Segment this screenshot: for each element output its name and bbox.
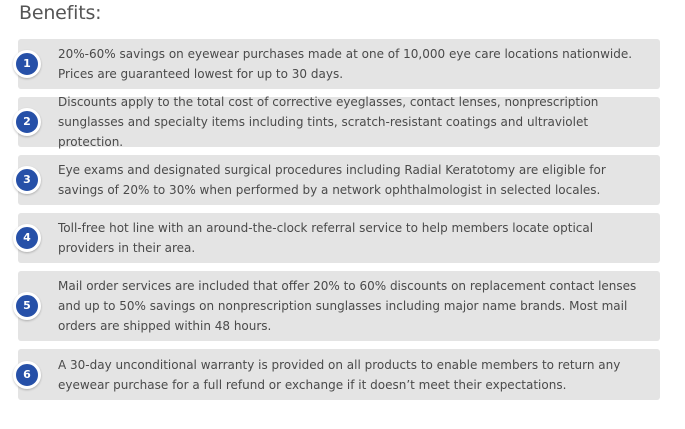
page-title: Benefits: xyxy=(19,2,102,24)
number-badge: 5 xyxy=(13,292,41,320)
benefit-text: Discounts apply to the total cost of corrective eyeglasses, contact lenses, nonprescription sunglasses and specialty items including tints, scratch-resistant coatings and ultraviolet protection. xyxy=(58,95,599,149)
number-badge: 3 xyxy=(13,166,41,194)
benefit-item xyxy=(18,155,660,205)
benefit-text: Toll-free hot line with an around-the-clock referral service to help members locate optical providers in their area. xyxy=(58,221,594,255)
benefit-text: Eye exams and designated surgical procedures including Radial Keratotomy are eligible for savings of 20% to 30% when performed by a network ophthalmologist in selected locales. xyxy=(58,163,606,197)
benefit-item xyxy=(18,213,660,263)
benefit-item xyxy=(18,271,660,341)
number-badge: 1 xyxy=(13,50,41,78)
benefit-text: Mail order services are included that offer 20% to 60% discounts on replacement contact lenses and up to 50% savings on nonprescription sunglasses including major name brands. Most mail orders are shipped within 48 hours. xyxy=(58,279,637,333)
number-badge: 6 xyxy=(13,361,41,389)
number-badge: 2 xyxy=(13,108,41,136)
number-badge: 4 xyxy=(13,224,41,252)
benefit-text: A 30-day unconditional warranty is provided on all products to enable members to return any eyewear purchase for a full refund or exchange if it doesn’t meet their expectations. xyxy=(58,357,621,392)
benefit-item xyxy=(18,349,660,400)
benefit-item xyxy=(18,39,660,89)
benefit-text: 20%-60% savings on eyewear purchases made at one of 10,000 eye care locations nationwide. Prices are guaranteed lowest for up to 30 days. xyxy=(58,47,633,81)
benefit-item xyxy=(18,97,660,147)
